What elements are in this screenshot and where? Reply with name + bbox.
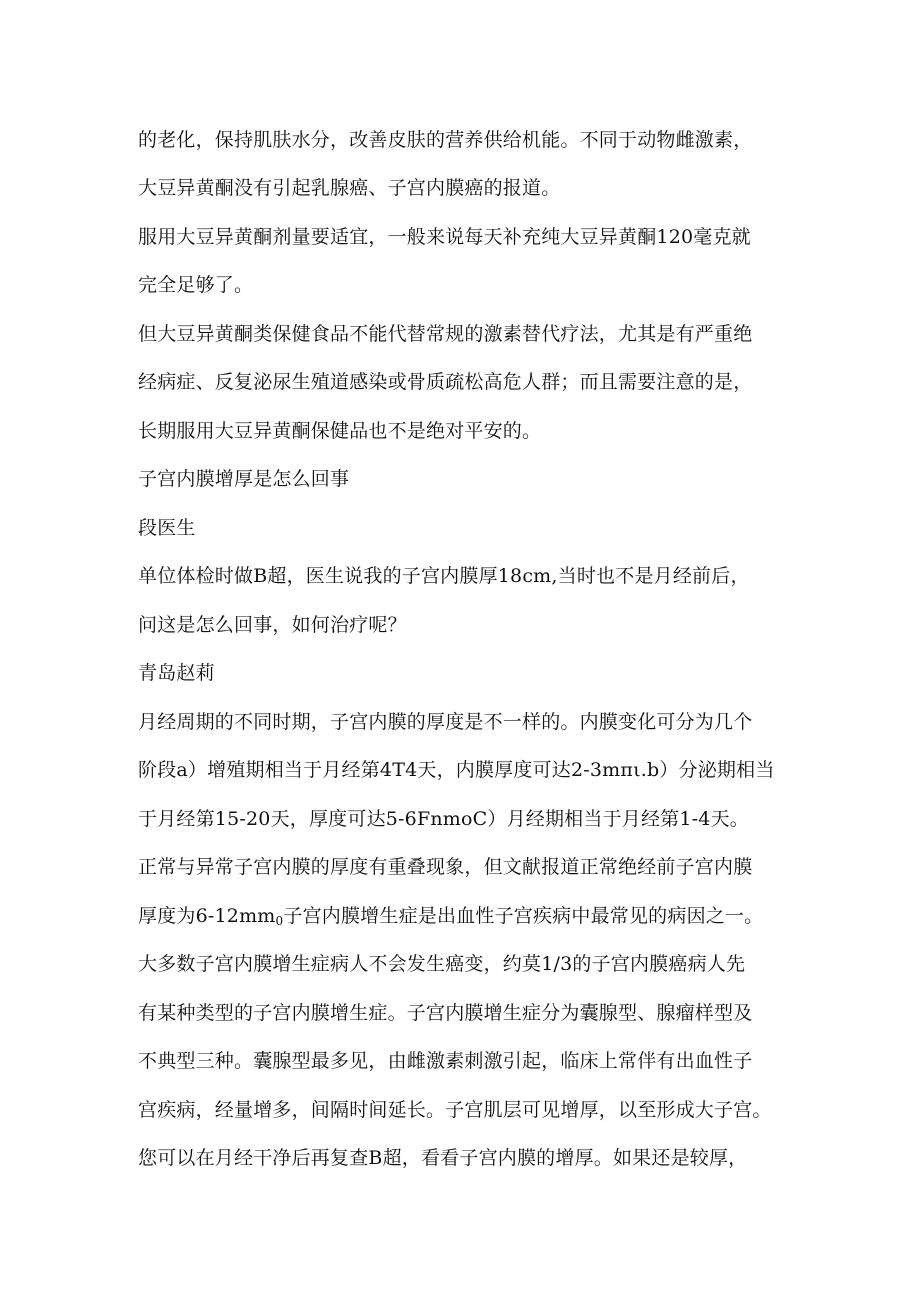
text-line-10: 单位体检时做B超，医生说我的子宫内膜厚18cm,当时也不是月经前后， (138, 565, 750, 587)
text-line-7: 长期服用大豆异黄酮保健品也不是绝对平安的。 (138, 420, 542, 442)
text-line-19: 有某种类型的子宫内膜增生症。子宫内膜增生症分为囊腺型、腺瘤样型及 (138, 1002, 753, 1024)
text-line-6: 经病症、反复泌尿生殖道感染或骨质疏松高危人群；而且需要注意的是， (138, 371, 753, 393)
text-line-18: 大多数子宫内膜增生症病人不会发生癌变，约莫1/3的子宫内膜癌病人先 (138, 953, 746, 975)
text-line-4: 完全足够了。 (138, 274, 254, 296)
section-heading: 子宫内膜增厚是怎么回事 (138, 468, 350, 490)
text-line-5: 但大豆异黄酮类保健食品不能代替常规的激素替代疗法，尤其是有严重绝 (138, 323, 753, 345)
text-line-13: 月经周期的不同时期，子宫内膜的厚度是不一样的。内膜变化可分为几个 (138, 711, 753, 733)
text-line-14: 阶段a）增殖期相当于月经第4T4天，内膜厚度可达2-3mπι.b）分泌期相当 (138, 759, 775, 781)
text-line-22: 您可以在月经干净后再复查B超，看看子宫内膜的增厚。如果还是较厚， (138, 1147, 748, 1169)
text-line-21: 宫疾病，经量增多，间隔时间延长。子宫肌层可见增厚，以至形成大子宫。 (138, 1099, 772, 1121)
text-line-17-subscript: 0 (275, 914, 284, 928)
text-line-3: 服用大豆异黄酮剂量要适宜，一般来说每天补充纯大豆异黄酮120毫克就 (138, 226, 751, 248)
text-line-1: 的老化，保持肌肤水分，改善皮肤的营养供给机能。不同于动物雌激素， (138, 129, 753, 151)
author-name: 段医生 (138, 517, 196, 539)
text-line-20: 不典型三种。囊腺型最多见，由雌激素刺激引起，临床上常伴有出血性子 (138, 1050, 753, 1072)
questioner-name: 青岛赵莉 (138, 662, 215, 684)
text-line-11: 问这是怎么回事，如何治疗呢？ (138, 614, 407, 636)
text-line-16: 正常与异常子宫内膜的厚度有重叠现象，但文献报道正常绝经前子宫内膜 (138, 856, 753, 878)
text-line-2: 大豆异黄酮没有引起乳腺癌、子宫内膜癌的报道。 (138, 177, 561, 199)
text-line-17-after: 子宫内膜增生症是出血性子宫疾病中最常见的病因之一。 (283, 905, 764, 927)
text-line-15: 于月经第15-20天，厚度可达5-6FnmoC）月经期相当于月经第1-4天。 (138, 808, 749, 830)
text-line-17-before: 厚度为6-12mm (138, 905, 276, 927)
text-line-17 (138, 904, 763, 928)
